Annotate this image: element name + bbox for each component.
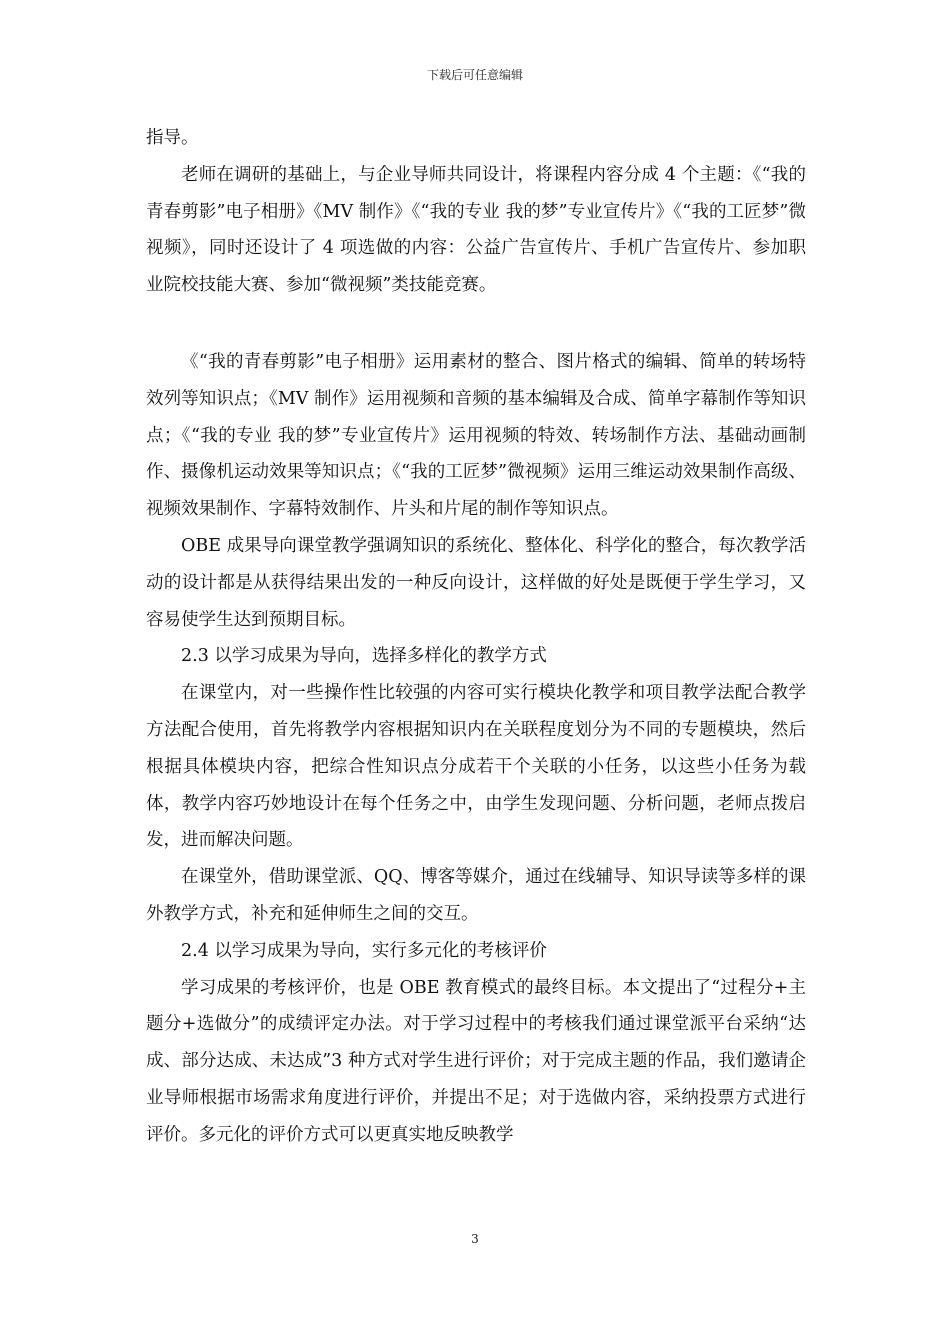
- paragraph: 指导。: [146, 128, 199, 148]
- body-text: [146, 120, 806, 1154]
- paragraph: 在课堂外，借助课堂派、QQ、博客等媒介，通过在线辅导、知识导读等多样的课外教学方式，补充和延伸师生之间的交互。: [146, 867, 806, 924]
- page-header: 下载后可任意编辑: [426, 68, 523, 82]
- section-heading: 2.4 以学习成果为导向，实行多元化的考核评价: [181, 940, 547, 961]
- section-heading: 2.3 以学习成果为导向，选择多样化的教学方式: [181, 646, 547, 667]
- paragraph-gap: [146, 304, 806, 344]
- page-number: 3: [471, 1232, 479, 1246]
- paragraph: OBE 成果导向课堂教学强调知识的系统化、整体化、科学化的整合，每次教学活动的设计都是从获得结果出发的一种反向设计，这样做的好处是既便于学生学习，又容易使学生达到预期目标。: [146, 535, 806, 630]
- paragraph: 《“我的青春剪影”电子相册》运用素材的整合、图片格式的编辑、简单的转场特效列等知识点；《MV 制作》运用视频和音频的基本编辑及合成、简单字幕制作等知识点；《“我的专业 我的梦”专业宣传片》运用视频的特效、转场制作方法、基础动画制作、摄像机运动效果等知识点；《“我的工匠梦”微视频》运用三维运动效果制作高级、视频效果制作、字幕特效制作、片头和片尾的制作等知识点。: [146, 351, 806, 520]
- paragraph: 学习成果的考核评价，也是 OBE 教育模式的最终目标。本文提出了“过程分+主题分+选做分”的成绩评定办法。对于学习过程中的考核我们通过课堂派平台采纳“达成、部分达成、未达成”3 种方式对学生进行评价；对于完成主题的作品，我们邀请企业导师根据市场需求角度进行评价，并提出不足；对于选做内容，采纳投票方式进行评价。多元化的评价方式可以更真实地反映教学: [146, 977, 806, 1145]
- paragraph: 老师在调研的基础上，与企业导师共同设计，将课程内容分成 4 个主题：《“我的青春剪影”电子相册》《MV 制作》《“我的专业 我的梦”专业宣传片》《“我的工匠梦”微视频》，同时还设计了 4 项选做的内容：公益广告宣传片、手机广告宣传片、参加职业院校技能大赛、参加“微视频”类技能竞赛。: [146, 164, 806, 296]
- paragraph: 在课堂内，对一些操作性比较强的内容可实行模块化教学和项目教学法配合教学方法配合使用，首先将教学内容根据知识内在关联程度划分为不同的专题模块，然后根据具体模块内容，把综合性知识点分成若干个关联的小任务，以这些小任务为载体，教学内容巧妙地设计在每个任务之中，由学生发现问题、分析问题，老师点拨启发，进而解决问题。: [146, 683, 806, 851]
